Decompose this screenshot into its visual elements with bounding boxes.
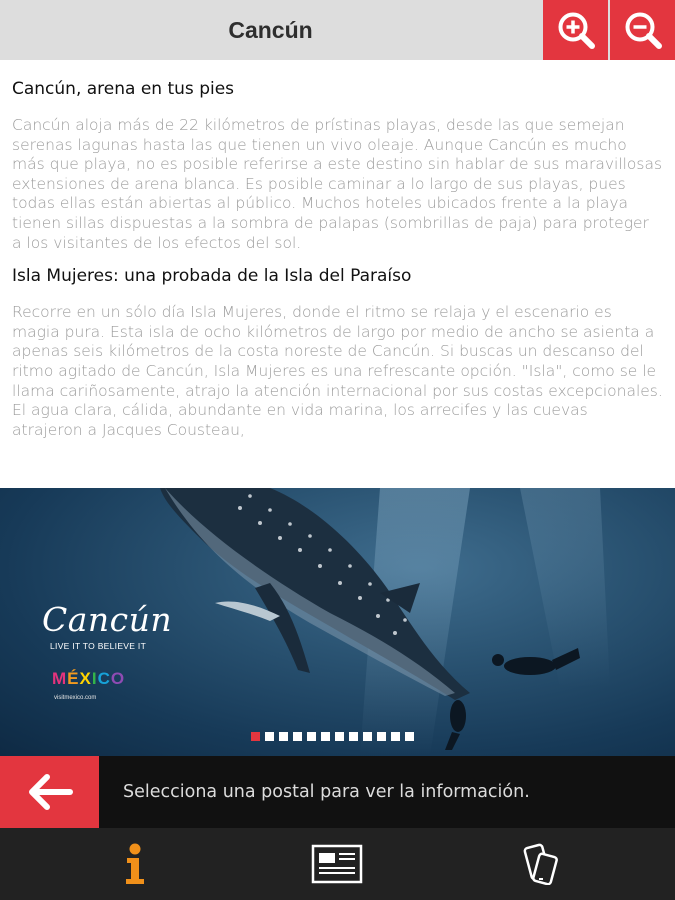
section-body: Cancún aloja más de 22 kilómetros de prístinas playas, desde las que semejan serenas lagunas hasta las que tienen un vivo oleaje. Aunque Cancún es mucho más que playa, no es posible referirse a este destino sin hablar de sus maravillosas extensiones de arena blanca. Es posible caminar a lo largo de sus playas, pues todas ellas están abiertas al público. Muchos hoteles ubicados frente a la playa tienen sillas dispuestas a la sombra de palapas (sombrillas de paja) para proteger a los visitantes de los efectos del sol. xyxy=(12,116,663,252)
brand-name: Cancún xyxy=(42,600,173,639)
carousel-dot[interactable] xyxy=(307,732,316,741)
tab-postcards[interactable] xyxy=(302,828,372,900)
carousel-dot[interactable] xyxy=(293,732,302,741)
country-logo: MÉXICO xyxy=(52,669,126,688)
brand-tagline: LIVE IT TO BELIEVE IT xyxy=(50,641,147,651)
postcard-icon xyxy=(311,844,363,884)
carousel-dot[interactable] xyxy=(251,732,260,741)
back-button[interactable] xyxy=(0,756,99,828)
phone-rotate-icon xyxy=(520,843,560,885)
section-body: Recorre en un sólo día Isla Mujeres, donde el ritmo se relaja y el escenario es magia pura. Esta isla de ocho kilómetros de largo por medio de ancho se asienta a apenas seis kilómetros de la costa noreste de Cancún. Si buscas un descanso del ritmo agitado de Cancún, Isla Mujeres es una refrescante opción. "Isla", como se le llama cariñosamente, atrajo la atención internacional por sus costas excepcionales. El agua clara, cálida, abundante en vida marina, los arrecifes y las cuevas atrajeron a Jacques Cousteau, xyxy=(12,303,663,439)
brand-logo xyxy=(42,600,172,701)
postcard-carousel[interactable] xyxy=(0,488,675,756)
article-content[interactable] xyxy=(0,60,675,488)
carousel-dot[interactable] xyxy=(265,732,274,741)
carousel-dot[interactable] xyxy=(363,732,372,741)
zoom-out-button[interactable] xyxy=(610,0,675,60)
carousel-dot[interactable] xyxy=(349,732,358,741)
carousel-dot[interactable] xyxy=(335,732,344,741)
carousel-dot[interactable] xyxy=(405,732,414,741)
section-title: Cancún, arena en tus pies xyxy=(12,79,235,99)
carousel-pager xyxy=(251,732,414,741)
section-title: Isla Mujeres: una probada de la Isla del Paraíso xyxy=(12,266,412,287)
info-icon xyxy=(122,843,148,885)
tab-rotate[interactable] xyxy=(505,828,575,900)
zoom-out-icon xyxy=(622,9,664,51)
carousel-dot[interactable] xyxy=(321,732,330,741)
carousel-dot[interactable] xyxy=(391,732,400,741)
arrow-left-icon xyxy=(27,774,73,810)
top-bar xyxy=(0,0,675,60)
diver-silhouettes xyxy=(445,648,580,750)
instruction-text: Selecciona una postal para ver la información. xyxy=(123,782,530,802)
brand-url: visitmexico.com xyxy=(54,695,97,701)
zoom-in-button[interactable] xyxy=(543,0,608,60)
bottom-tab-bar xyxy=(0,828,675,900)
page-title: Cancún xyxy=(228,17,313,43)
carousel-dot[interactable] xyxy=(377,732,386,741)
footer-bar xyxy=(0,756,675,828)
tab-info[interactable] xyxy=(100,828,170,900)
zoom-in-icon xyxy=(555,9,597,51)
carousel-dot[interactable] xyxy=(279,732,288,741)
